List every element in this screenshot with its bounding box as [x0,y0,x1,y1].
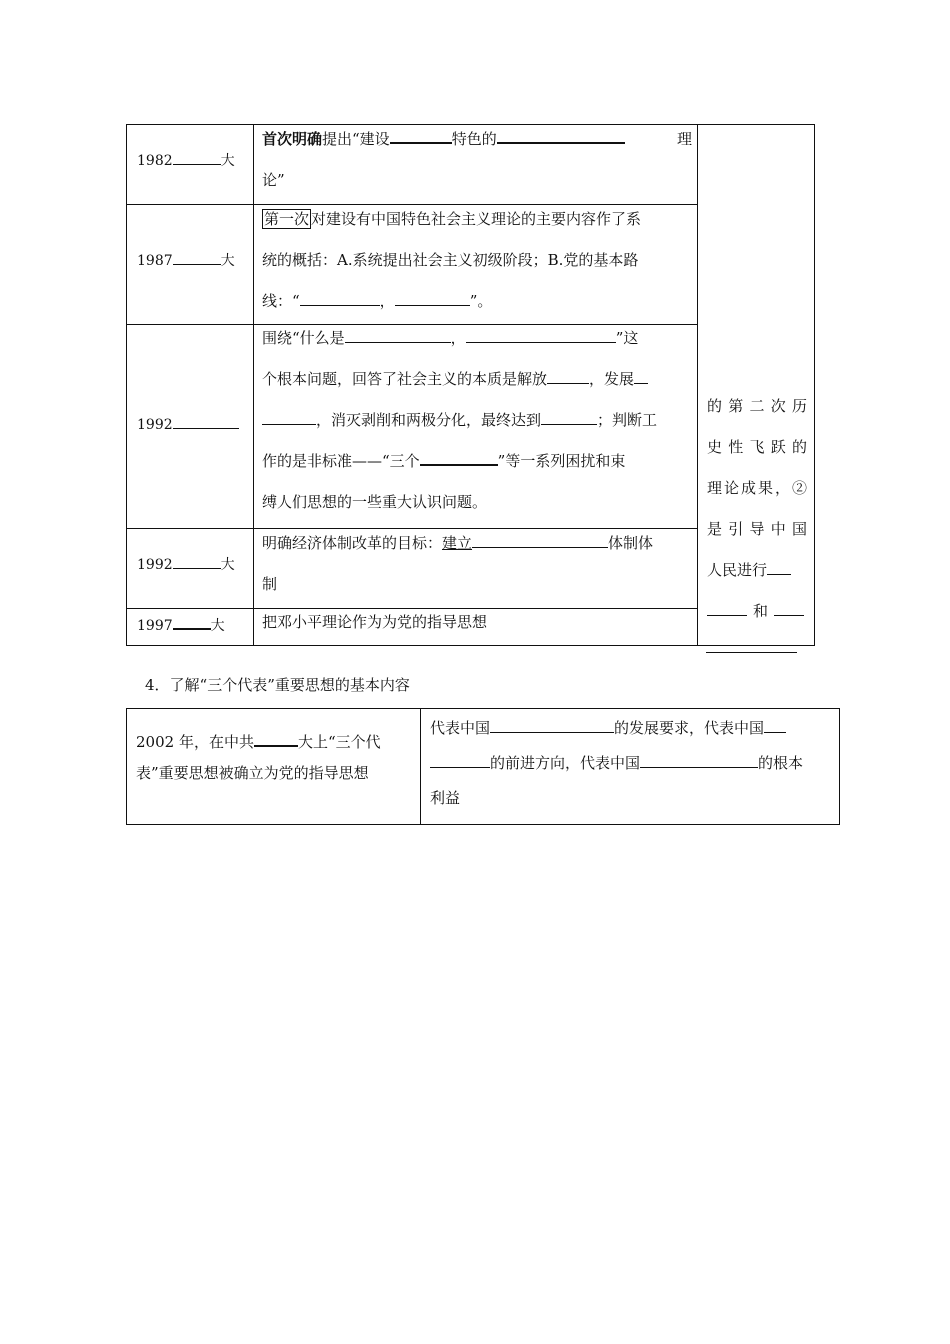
side-note: 的 第 二 次 历 史 性 飞 跃 的 理论成果，② 是 引 导 中 国 人民进行 和 [707,397,807,620]
row-content-1992: 围绕“什么是 ， ”这 个根本问题，回答了社会主义的本质是解放 ，发展 ，消灭剥削和两极分化，最终达到 ；判断工 作的是非标准——“三个 ”等一系列困扰和束 缚人们思想的一些重大认识问题。 [262,318,692,523]
row-year-1992: 1992 [137,412,239,433]
row-content-1992b: 明确经济体制改革的目标：建立 体制体 制 [262,523,692,605]
fill-blank[interactable] [497,126,625,144]
fill-blank[interactable] [767,558,791,575]
fill-blank[interactable] [707,599,747,616]
fill-blank[interactable] [541,408,597,425]
fill-blank[interactable] [706,652,797,653]
fill-blank[interactable] [634,367,648,384]
t2-right-cell: 代表中国 的发展要求，代表中国 的前进方向，代表中国 的根本 利益 [430,711,840,816]
fill-blank[interactable] [640,751,758,768]
history-table [126,124,815,646]
fill-blank[interactable] [173,248,221,265]
fill-blank[interactable] [764,716,786,733]
column-divider [420,709,421,824]
fill-blank[interactable] [173,612,211,630]
row-content-1982: 首次明确提出“建设 特色的 理 论” [262,119,692,201]
fill-blank[interactable] [395,289,470,306]
row-year-1987: 1987 大 [137,248,235,270]
column-divider [253,125,254,645]
fill-blank[interactable] [420,448,498,466]
row-year-1982: 1982 大 [137,148,235,170]
three-represents-table [126,708,840,825]
row-year-1992b: 1992 大 [137,552,235,574]
section-heading: 4．了解“三个代表”重要思想的基本内容 [145,676,410,694]
fill-blank[interactable] [173,148,221,165]
fill-blank[interactable] [173,412,239,429]
emphasis-box: 第一次 [264,210,310,228]
fill-blank[interactable] [466,326,616,343]
fill-blank[interactable] [262,408,316,425]
fill-blank[interactable] [345,326,451,343]
fill-blank[interactable] [254,729,298,747]
fill-blank[interactable] [490,716,614,733]
fill-blank[interactable] [430,751,490,768]
fill-blank[interactable] [390,126,452,144]
fill-blank[interactable] [774,599,804,616]
row-content-1987: 第一次 对建设有中国特色社会主义理论的主要内容作了系 统的概括：A.系统提出社会主义初级阶段；B.党的基本路 线：“ ， ”。 [262,210,642,310]
column-divider [697,125,698,645]
row-year-1997: 1997 大 [137,612,225,635]
fill-blank[interactable] [472,531,608,548]
fill-blank[interactable] [173,552,221,569]
fill-blank[interactable] [547,367,589,384]
row-content-1997: 把邓小平理论作为为党的指导思想 [262,613,488,631]
t2-left-cell: 2002 年，在中共 大上“三个代 表”重要思想被确立为党的指导思想 [136,727,416,789]
fill-blank[interactable] [300,289,380,306]
